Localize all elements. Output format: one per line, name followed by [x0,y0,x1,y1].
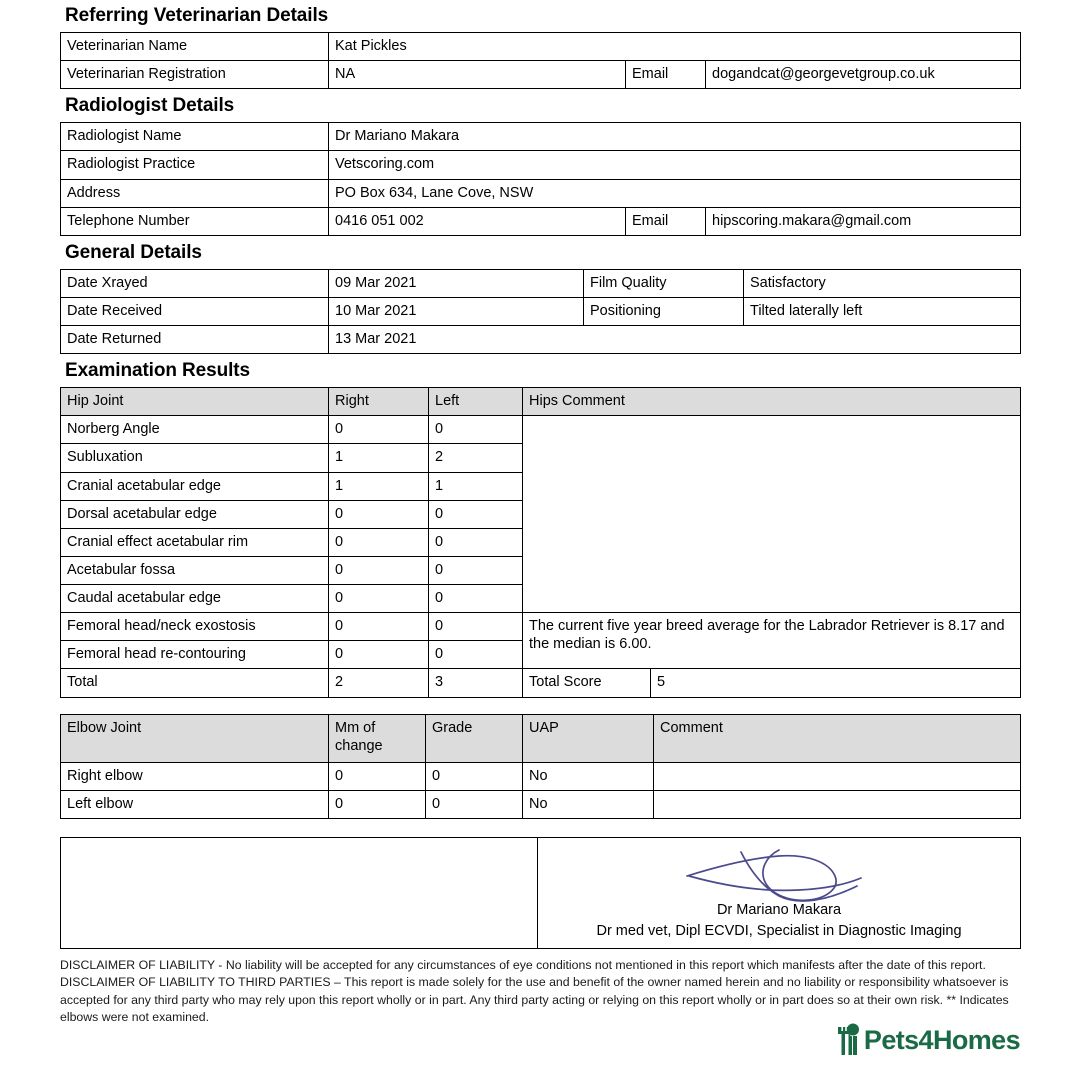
radiologist-email-label: Email [626,207,706,235]
vet-name-label: Veterinarian Name [61,33,329,61]
elbow-row-uap: No [523,790,654,818]
radiologist-name-label: Radiologist Name [61,123,329,151]
vet-name-value: Kat Pickles [329,33,1021,61]
elbow-row-comment [654,790,1021,818]
hip-row-label: Cranial acetabular edge [61,472,329,500]
hip-row-right: 0 [329,641,429,669]
disclaimer-line-2: DISCLAIMER OF LIABILITY TO THIRD PARTIES – This report is made solely for the use and benefit of the owner named herein and no liability or responsibility whatsoever is accepted for any third party who may rely upon this report wholly or in part. Any third party acting or relying on this report wholly or in part does so at their own risk. ** Indicates elbows were not examined. [60,975,1009,1025]
positioning-label: Positioning [584,297,744,325]
hip-row-label: Norberg Angle [61,416,329,444]
table-row [61,297,1021,325]
positioning-value: Tilted laterally left [744,297,1021,325]
vet-registration-value: NA [329,61,626,89]
vet-email-label: Email [626,61,706,89]
hip-row-label: Dorsal acetabular edge [61,500,329,528]
hip-row-left: 0 [429,500,523,528]
pet-silhouette-icon [832,1023,862,1057]
hips-total-right: 2 [329,669,429,697]
elbow-comment-header: Comment [654,714,1021,762]
hips-total-left: 3 [429,669,523,697]
radiologist-address-value: PO Box 634, Lane Cove, NSW [329,179,1021,207]
hip-row-label: Caudal acetabular edge [61,585,329,613]
uap-header: UAP [523,714,654,762]
date-received-value: 10 Mar 2021 [329,297,584,325]
table-row [61,207,1021,235]
signature-cell [538,837,1021,948]
table-spacer [60,698,1020,714]
radiologist-name-value: Dr Mariano Makara [329,123,1021,151]
hip-row-right: 0 [329,556,429,584]
table-row [61,269,1021,297]
section-title-general: General Details [65,241,202,263]
elbow-row-label: Left elbow [61,790,329,818]
radiologist-practice-value: Vetscoring.com [329,151,1021,179]
hip-row-label: Cranial effect acetabular rim [61,528,329,556]
signature-wrapper [538,838,1020,944]
hip-row-right: 1 [329,472,429,500]
radiologist-address-label: Address [61,179,329,207]
hip-row-right: 0 [329,500,429,528]
hip-row-right: 0 [329,585,429,613]
elbow-row-grade: 0 [426,790,523,818]
elbow-joint-header: Elbow Joint [61,714,329,762]
elbow-row-mm: 0 [329,790,426,818]
hip-row-left: 2 [429,444,523,472]
elbow-scores-table [60,714,1021,819]
signature-ink-icon [679,842,879,908]
hip-row-label: Femoral head/neck exostosis [61,613,329,641]
table-row [61,61,1021,89]
table-total-row [61,669,1021,697]
hip-row-left: 0 [429,613,523,641]
mm-of-change-header: Mm of change [329,714,426,762]
elbow-row-comment [654,762,1021,790]
hip-row-left: 0 [429,585,523,613]
hip-row-left: 0 [429,556,523,584]
section-title-exam: Examination Results [65,360,250,382]
section-title-vet: Referring Veterinarian Details [65,5,329,26]
table-row [61,762,1021,790]
grade-header: Grade [426,714,523,762]
hips-breed-average-comment: The current five year breed average for the Labrador Retriever is 8.17 and the median is 6.00. [523,613,1021,669]
radiologist-details-table [60,122,1021,236]
hip-row-label: Subluxation [61,444,329,472]
section-title-radiologist: Radiologist Details [65,95,235,117]
hip-row-left: 0 [429,416,523,444]
elbow-row-uap: No [523,762,654,790]
hip-row-right: 0 [329,613,429,641]
hip-scores-table [60,387,1021,697]
logo-text: Pets4Homes [863,1024,1020,1055]
left-header: Left [429,388,523,416]
film-quality-value: Satisfactory [744,269,1021,297]
hip-row-left: 0 [429,528,523,556]
signature-names [538,900,1020,942]
table-row [61,416,1021,444]
hip-row-left: 1 [429,472,523,500]
hips-comment-blank-cell [523,416,1021,613]
vet-registration-label: Veterinarian Registration [61,61,329,89]
hips-total-label: Total [61,669,329,697]
hips-total-score-value: 5 [651,669,1021,697]
signatory-name: Dr Mariano Makara [716,901,842,918]
radiologist-practice-label: Radiologist Practice [61,151,329,179]
elbow-row-mm: 0 [329,762,426,790]
hip-row-right: 0 [329,528,429,556]
film-quality-label: Film Quality [584,269,744,297]
table-row [61,123,1021,151]
table-row [61,179,1021,207]
elbow-row-grade: 0 [426,762,523,790]
table-header-row [61,388,1021,416]
table-row [61,613,1021,641]
radiologist-email-value: hipscoring.makara@gmail.com [706,207,1021,235]
right-header: Right [329,388,429,416]
hip-row-label: Acetabular fossa [61,556,329,584]
disclaimer-text [60,957,1020,1027]
signatory-credentials: Dr med vet, Dipl ECVDI, Specialist in Diagnostic Imaging [596,922,962,939]
signature-block-table [60,837,1021,949]
vet-email-value: dogandcat@georgevetgroup.co.uk [706,61,1021,89]
date-xrayed-label: Date Xrayed [61,269,329,297]
table-header-row [61,714,1021,762]
hip-row-label: Femoral head re-contouring [61,641,329,669]
table-row [61,151,1021,179]
hips-comment-header: Hips Comment [523,388,1021,416]
hip-joint-header: Hip Joint [61,388,329,416]
signature-empty-cell [61,837,538,948]
hip-row-right: 0 [329,416,429,444]
radiologist-phone-value: 0416 051 002 [329,207,626,235]
radiologist-phone-label: Telephone Number [61,207,329,235]
general-details-table [60,269,1021,354]
elbow-row-label: Right elbow [61,762,329,790]
hips-total-score-label: Total Score [523,669,651,697]
hip-row-right: 1 [329,444,429,472]
disclaimer-line-1: DISCLAIMER OF LIABILITY - No liability will be accepted for any circumstances of eye conditions not mentioned in this report which manifests after the date of this report. [60,957,986,972]
hip-row-left: 0 [429,641,523,669]
table-row [61,326,1021,354]
date-received-label: Date Received [61,297,329,325]
pets4homes-logo [832,1023,1020,1057]
vet-details-table [60,32,1021,89]
date-returned-label: Date Returned [61,326,329,354]
table-row [61,33,1021,61]
table-row [61,790,1021,818]
date-returned-value: 13 Mar 2021 [329,326,1021,354]
date-xrayed-value: 09 Mar 2021 [329,269,584,297]
table-row [61,837,1021,948]
